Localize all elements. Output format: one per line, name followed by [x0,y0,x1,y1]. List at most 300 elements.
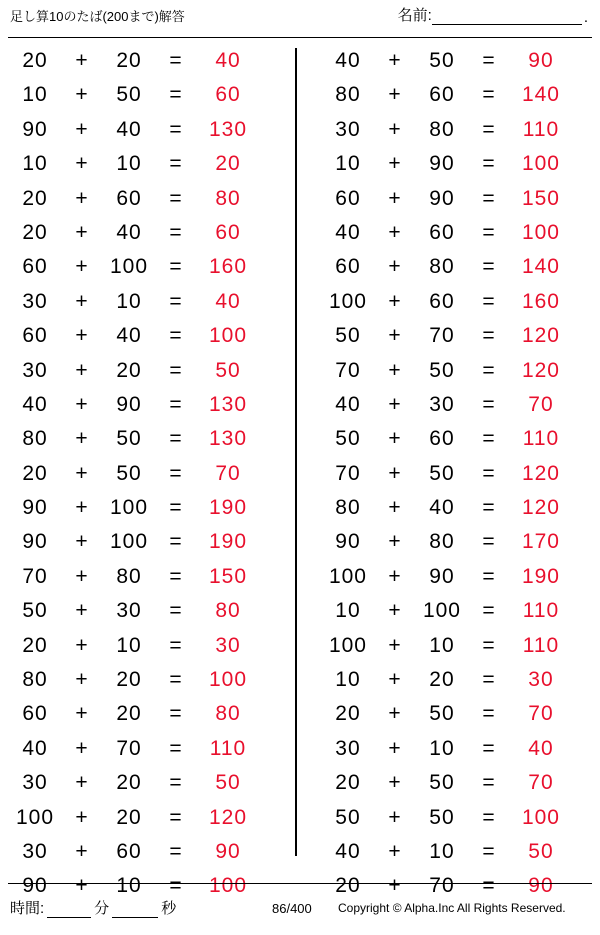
operand-b: 30 [116,599,142,623]
operand-b: 50 [429,805,455,829]
operand-b: 60 [116,186,142,210]
problem-row [321,319,600,353]
equals-icon: = [482,530,496,554]
operand-a: 100 [328,564,367,588]
problem-row [8,147,287,181]
operand-b: 50 [116,461,142,485]
plus-icon: + [75,289,89,313]
operand-b: 90 [429,186,455,210]
problem-row [8,285,287,319]
plus-icon: + [75,564,89,588]
operand-a: 20 [22,186,48,210]
answer-value: 90 [215,839,241,863]
operand-a: 30 [22,839,48,863]
equals-icon: = [482,496,496,520]
operand-b: 50 [116,427,142,451]
problem-row [8,525,287,559]
plus-icon: + [388,702,402,726]
problem-row [321,732,600,766]
answer-value: 120 [521,496,560,520]
problem-row [8,216,287,250]
plus-icon: + [388,152,402,176]
operand-a: 40 [22,392,48,416]
problem-row [8,44,287,78]
plus-icon: + [75,83,89,107]
plus-icon: + [75,152,89,176]
answer-value: 160 [208,255,248,279]
problem-row [321,44,600,78]
operand-a: 40 [335,392,361,416]
operand-b: 80 [429,117,455,141]
problem-row [8,113,287,147]
answer-value: 60 [215,220,241,244]
plus-icon: + [75,771,89,795]
answer-value: 120 [521,358,560,382]
operand-a: 20 [335,771,361,795]
answer-value: 130 [208,427,248,451]
answer-value: 110 [522,633,560,657]
plus-icon: + [75,736,89,760]
plus-icon: + [388,496,402,520]
answer-value: 150 [521,186,560,210]
problem-row [8,354,287,388]
operand-b: 50 [429,49,455,72]
problem-row [321,491,600,525]
operand-a: 20 [22,461,48,485]
problem-row [8,594,287,628]
operand-a: 90 [335,530,361,554]
operand-a: 80 [335,83,361,107]
plus-icon: + [388,839,402,863]
problem-row [8,697,287,731]
problem-row [8,491,287,525]
operand-b: 100 [109,530,149,554]
equals-icon: = [169,839,183,863]
plus-icon: + [388,633,402,657]
minutes-unit-label: 分 [94,900,110,917]
plus-icon: + [75,633,89,657]
equals-icon: = [482,83,496,107]
problem-row [321,354,600,388]
operand-b: 50 [429,461,455,485]
plus-icon: + [75,324,89,348]
answer-value: 140 [521,255,560,279]
copyright-notice: Copyright © Alpha.Inc All Rights Reserved. [338,901,566,915]
equals-icon: = [169,220,183,244]
problem-row [321,250,600,284]
equals-icon: = [169,530,183,554]
operand-a: 30 [22,771,48,795]
answer-value: 30 [215,633,241,657]
operand-a: 90 [22,117,48,141]
equals-icon: = [482,289,496,313]
column-divider [295,48,297,856]
answer-value: 70 [528,771,554,795]
seconds-input[interactable] [112,900,158,918]
equals-icon: = [482,461,496,485]
answer-value: 110 [209,736,247,760]
problem-row [321,663,600,697]
plus-icon: + [388,358,402,382]
operand-b: 90 [116,392,142,416]
answer-value: 90 [528,874,554,898]
operand-b: 10 [429,839,455,863]
operand-b: 60 [429,289,455,313]
equals-icon: = [482,255,496,279]
answer-value: 100 [208,324,248,348]
operand-a: 70 [22,564,48,588]
problem-row [321,560,600,594]
plus-icon: + [75,220,89,244]
plus-icon: + [75,117,89,141]
operand-a: 50 [22,599,48,623]
operand-a: 60 [22,702,48,726]
operand-b: 50 [429,771,455,795]
operand-a: 30 [22,358,48,382]
plus-icon: + [75,392,89,416]
answer-value: 60 [215,83,241,107]
time-field-group [10,897,176,918]
plus-icon: + [75,496,89,520]
operand-a: 30 [335,117,361,141]
equals-icon: = [169,358,183,382]
header-divider [8,37,592,38]
answer-value: 80 [215,599,241,623]
operand-b: 10 [116,633,142,657]
problem-row [8,422,287,456]
answer-value: 50 [215,358,241,382]
answer-value: 110 [522,427,560,451]
problem-row [8,801,287,835]
operand-b: 80 [429,255,455,279]
equals-icon: = [169,599,183,623]
equals-icon: = [482,358,496,382]
answer-value: 100 [521,220,560,244]
answer-value: 100 [208,668,248,692]
operand-a: 10 [335,152,361,176]
answer-value: 110 [522,117,560,141]
plus-icon: + [388,564,402,588]
operand-a: 20 [22,220,48,244]
answer-value: 100 [521,805,560,829]
problem-row [321,697,600,731]
footer-divider [8,883,592,884]
equals-icon: = [169,496,183,520]
operand-a: 50 [335,805,361,829]
plus-icon: + [75,186,89,210]
equals-icon: = [482,633,496,657]
equals-icon: = [482,874,496,898]
answer-value: 190 [521,564,560,588]
problem-row [321,147,600,181]
operand-a: 40 [335,49,361,72]
problem-row [8,560,287,594]
equals-icon: = [169,289,183,313]
plus-icon: + [388,874,402,898]
plus-icon: + [75,461,89,485]
problem-row [321,216,600,250]
operand-b: 50 [429,358,455,382]
minutes-input[interactable] [47,900,91,918]
equals-icon: = [482,668,496,692]
plus-icon: + [75,668,89,692]
operand-b: 100 [109,255,149,279]
operand-b: 20 [116,771,142,795]
name-label: 名前: [397,7,432,24]
operand-a: 50 [335,324,361,348]
equals-icon: = [482,599,496,623]
equals-icon: = [169,633,183,657]
problem-row [8,388,287,422]
worksheet-header [0,0,600,38]
equals-icon: = [169,702,183,726]
problem-row [321,835,600,869]
equals-icon: = [482,702,496,726]
plus-icon: + [75,255,89,279]
name-period: . [583,9,588,26]
operand-a: 60 [335,186,361,210]
problem-row [321,457,600,491]
plus-icon: + [388,771,402,795]
plus-icon: + [75,427,89,451]
operand-b: 40 [116,220,142,244]
operand-a: 20 [335,702,361,726]
problem-row [8,457,287,491]
equals-icon: = [482,839,496,863]
plus-icon: + [388,255,402,279]
equals-icon: = [169,117,183,141]
equals-icon: = [482,186,496,210]
equals-icon: = [169,874,183,898]
operand-a: 90 [22,530,48,554]
equals-icon: = [482,392,496,416]
operand-b: 70 [116,736,142,760]
equals-icon: = [169,668,183,692]
operand-b: 90 [429,152,455,176]
operand-b: 20 [116,49,142,72]
operand-b: 10 [429,736,455,760]
answer-value: 70 [528,392,554,416]
problem-row [321,629,600,663]
problem-column-left [0,44,287,898]
equals-icon: = [169,392,183,416]
operand-b: 60 [429,427,455,451]
equals-icon: = [482,427,496,451]
operand-b: 30 [429,392,455,416]
answer-value: 20 [215,152,241,176]
operand-a: 20 [22,633,48,657]
answer-value: 100 [521,152,560,176]
operand-b: 80 [116,564,142,588]
equals-icon: = [169,564,183,588]
plus-icon: + [388,186,402,210]
plus-icon: + [388,805,402,829]
problem-row [8,629,287,663]
answer-value: 40 [215,289,241,313]
plus-icon: + [388,324,402,348]
equals-icon: = [169,805,183,829]
operand-b: 40 [116,324,142,348]
operand-b: 20 [429,668,455,692]
plus-icon: + [388,83,402,107]
answer-value: 70 [528,702,554,726]
equals-icon: = [482,220,496,244]
plus-icon: + [75,599,89,623]
operand-b: 60 [429,220,455,244]
operand-b: 10 [429,633,455,657]
problem-row [8,835,287,869]
operand-a: 30 [335,736,361,760]
problem-row [321,388,600,422]
answer-value: 140 [521,83,560,107]
operand-b: 100 [109,496,149,520]
equals-icon: = [169,186,183,210]
name-input[interactable] [432,7,582,25]
plus-icon: + [75,702,89,726]
page-number: 86/400 [272,901,312,916]
answer-value: 80 [215,186,241,210]
answer-value: 90 [528,49,554,72]
plus-icon: + [388,736,402,760]
problem-row [321,285,600,319]
answer-value: 120 [208,805,248,829]
answer-value: 50 [528,839,554,863]
plus-icon: + [388,49,402,72]
operand-a: 100 [15,805,55,829]
operand-a: 80 [22,668,48,692]
answer-value: 160 [521,289,560,313]
answer-value: 170 [521,530,560,554]
answer-value: 50 [215,771,241,795]
plus-icon: + [388,530,402,554]
page-title: 足し算10のたば(200まで)解答 [10,9,185,24]
plus-icon: + [388,392,402,416]
equals-icon: = [169,427,183,451]
operand-a: 100 [328,633,367,657]
problem-columns [0,44,600,898]
operand-a: 20 [335,874,361,898]
answer-value: 120 [521,324,560,348]
equals-icon: = [169,324,183,348]
answer-value: 130 [208,117,248,141]
plus-icon: + [75,530,89,554]
operand-a: 90 [22,874,48,898]
plus-icon: + [75,358,89,382]
equals-icon: = [482,49,496,72]
problem-row [8,766,287,800]
operand-a: 10 [22,152,48,176]
answer-value: 190 [208,530,248,554]
plus-icon: + [388,117,402,141]
problem-row [321,801,600,835]
problem-row [321,78,600,112]
operand-a: 10 [335,599,361,623]
plus-icon: + [75,805,89,829]
problem-row [321,182,600,216]
operand-b: 70 [429,874,455,898]
problem-row [321,422,600,456]
operand-a: 40 [335,839,361,863]
operand-b: 10 [116,874,142,898]
problem-row [8,182,287,216]
operand-a: 50 [335,427,361,451]
answer-value: 120 [521,461,560,485]
answer-value: 70 [215,461,241,485]
plus-icon: + [75,49,89,72]
equals-icon: = [482,324,496,348]
time-label: 時間: [10,900,45,917]
plus-icon: + [388,427,402,451]
equals-icon: = [482,736,496,760]
problem-row [321,113,600,147]
equals-icon: = [482,564,496,588]
equals-icon: = [482,152,496,176]
problem-row [8,732,287,766]
equals-icon: = [482,117,496,141]
equals-icon: = [482,771,496,795]
operand-a: 100 [328,289,367,313]
operand-a: 70 [335,461,361,485]
answer-value: 40 [528,736,554,760]
operand-a: 80 [335,496,361,520]
plus-icon: + [388,668,402,692]
operand-a: 60 [22,324,48,348]
operand-b: 10 [116,289,142,313]
equals-icon: = [169,255,183,279]
answer-value: 130 [208,392,248,416]
worksheet-footer [0,883,600,935]
answer-value: 150 [208,564,248,588]
problem-row [321,766,600,800]
operand-b: 20 [116,358,142,382]
operand-a: 70 [335,358,361,382]
answer-value: 100 [208,874,248,898]
plus-icon: + [388,599,402,623]
plus-icon: + [388,461,402,485]
equals-icon: = [169,152,183,176]
problem-row [321,525,600,559]
operand-b: 20 [116,805,142,829]
seconds-unit-label: 秒 [161,900,177,917]
answer-value: 110 [522,599,560,623]
operand-b: 20 [116,702,142,726]
operand-b: 100 [422,599,461,623]
answer-value: 40 [215,49,241,72]
operand-a: 40 [22,736,48,760]
equals-icon: = [169,83,183,107]
operand-b: 90 [429,564,455,588]
operand-b: 50 [429,702,455,726]
problem-row [8,78,287,112]
operand-a: 60 [335,255,361,279]
operand-a: 20 [22,49,48,72]
operand-b: 40 [116,117,142,141]
equals-icon: = [169,736,183,760]
equals-icon: = [169,49,183,72]
operand-a: 90 [22,496,48,520]
operand-a: 10 [335,668,361,692]
operand-a: 30 [22,289,48,313]
operand-b: 80 [429,530,455,554]
problem-column-right [305,44,600,898]
equals-icon: = [169,771,183,795]
operand-b: 60 [429,83,455,107]
problem-row [8,250,287,284]
operand-a: 10 [22,83,48,107]
problem-row [8,663,287,697]
problem-row [8,319,287,353]
answer-value: 80 [215,702,241,726]
